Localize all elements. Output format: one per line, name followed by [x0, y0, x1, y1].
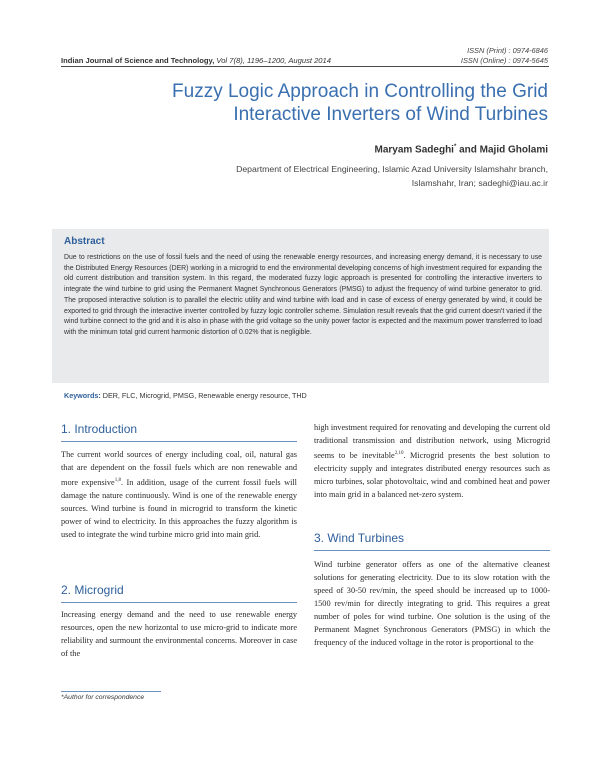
section-1-rule [61, 441, 297, 442]
journal-name: Indian Journal of Science and Technology, [61, 56, 215, 65]
issn-print: ISSN (Print) : 0974-6846 [467, 46, 548, 55]
title-line-1: Fuzzy Logic Approach in Controlling the Grid [172, 81, 548, 102]
section-1-text-b: . In addition, usage of the current fossil fuels will damage the nature continuously. Wind is one of the renewable energy sources. Wind turbine is found in microgrid to transform the kinetic power of wind to electricity. In this approaches the fuzzy algorithm is used to integrate the wind turbine micro grid into main grid. [61, 477, 297, 539]
keywords-text: DER, FLC, Microgrid, PMSG, Renewable energy resource, THD [100, 391, 307, 400]
author-line [374, 144, 548, 155]
footnote: *Author for correspondence [61, 694, 145, 701]
section-3-heading: 3. Wind Turbines [314, 531, 405, 545]
section-2-paragraph-continued [314, 421, 550, 501]
journal-citation [61, 56, 331, 65]
section-1-paragraph [61, 448, 297, 541]
corresponding-mark: * [453, 144, 457, 150]
section-2-paragraph: Increasing energy demand and the need to use renewable energy resources, open the new horizontal to use micro-grid to indicate more reliability and surmount the environmental concerns. Moreover in case of the [61, 610, 297, 658]
affiliation-line-1: Department of Electrical Engineering, Islamic Azad University Islamshahr branch, [236, 164, 548, 174]
section-3-rule [314, 550, 550, 551]
keywords [64, 391, 307, 400]
section-2-text-a: high investment required for renovating and developing the current old traditional transmission and distribution network, using Microgrid seems to be inevitable [314, 423, 550, 460]
section-1-text-a: The current world sources of energy including coal, oil, natural gas that are dependent on the fossil fuels which are non renewable and more expensive [61, 450, 297, 487]
section-2-heading: 2. Microgrid [61, 583, 124, 597]
abstract-text: Due to restrictions on the use of fossil fuels and the need of using the renewable energy resources, and increasing energy demand, it is necessary to use the Distributed Energy Resources (DER) working in a microgrid to end the environmental developing concerns of high investment required for expanding the old current distribution and transition system. In this regard, the moderated fuzzy logic approach is presented for controlling the interactive inverters to integrate the wind turbine to grid using the Permanent Magnet Synchronous Generators (PMSG) to adjust the frequency of wind turbine generator to grid. The proposed interactive solution is to parallel the electric utility and wind turbine with load and in case of excess of energy generated by wind, it could be exported to grid through the interactive inverter controlled by fuzzy logic controller scheme. Simulation result reveals that the grid current doesn't varied if the wind turbine connect to the grid and it is also in phase with the grid voltage so the unity power factor is expected and the maximum power transferred to load with the minimum total grid current harmonic distortion of 0.02% that is negligible. [64, 254, 542, 336]
issn-online: ISSN (Online) : 0974-5645 [460, 56, 548, 65]
abstract-heading: Abstract [64, 236, 105, 247]
section-1-heading: 1. Introduction [61, 422, 138, 436]
section-2-rule [61, 602, 297, 603]
journal-issue: Vol 7(8), 1196–1200, August 2014 [214, 56, 331, 65]
citation-ref-2: 2,10 [394, 451, 404, 456]
paper-title [88, 80, 548, 126]
affiliation [208, 162, 548, 190]
section-2-text-b: . Microgrid presents the best solution to electricity supply and integrates distributed energy resources such as micro turbines, solar photovoltaic, wind and combined heat and power into main grid in a balanced net-zero system. [314, 450, 550, 499]
title-line-2: Interactive Inverters of Wind Turbines [233, 104, 548, 125]
citation-ref: 1,8 [114, 478, 121, 483]
keywords-label: Keywords: [64, 391, 101, 400]
header-rule [61, 66, 549, 67]
footnote-rule [61, 691, 161, 692]
author-rest: and Majid Gholami [456, 144, 548, 156]
affiliation-line-2: Islamshahr, Iran; sadeghi@iau.ac.ir [411, 178, 548, 188]
section-3-paragraph: Wind turbine generator offers as one of the alternative cleanest solutions for generating electricity. Due to its slow rotation with the speed of 30-50 rev/min, the speed should be increased up to 1000-1500 rev/min for directly integrating to grid. This requires a great number of poles for wind turbine. One solution is the using of the Permanent Magnet Synchronous Generators (PMSG) in which the frequency of the induced voltage in the rotor is proportional to the [314, 560, 550, 647]
author-1: Maryam Sadeghi [374, 144, 454, 156]
